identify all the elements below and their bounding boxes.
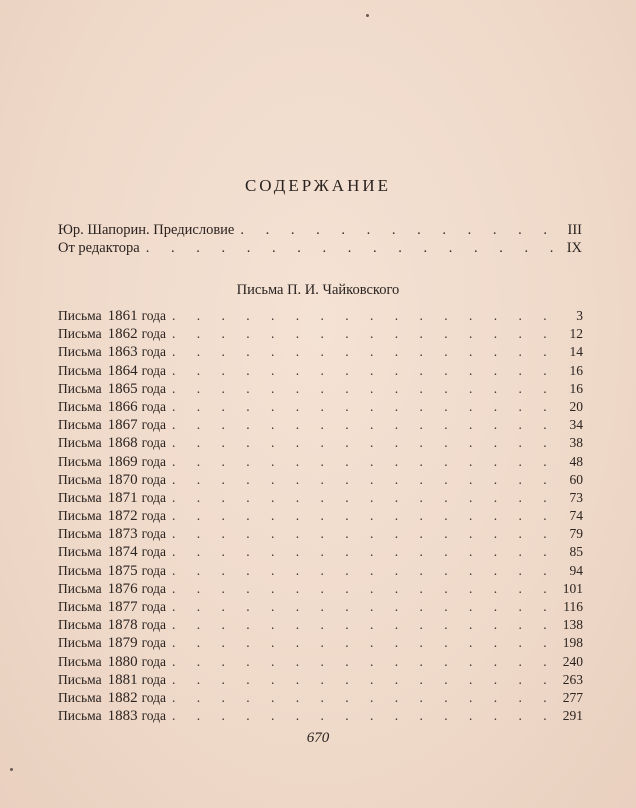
entry-prefix: Письма	[58, 708, 102, 724]
letters-list	[58, 308, 583, 726]
entry-label	[58, 708, 166, 725]
entry-year: 1868	[107, 435, 138, 452]
toc-entry	[58, 654, 583, 672]
entry-page: 85	[569, 544, 583, 560]
entry-page: 16	[569, 380, 583, 396]
dot-leader	[172, 635, 555, 651]
entry-label	[58, 544, 166, 561]
entry-page: 3	[576, 308, 583, 323]
entry-label	[58, 326, 166, 343]
entry-year: 1862	[107, 326, 138, 343]
dot-leader	[172, 399, 555, 415]
dot-leader	[172, 490, 555, 506]
entry-suffix: года	[141, 544, 167, 560]
entry-year: 1864	[107, 362, 138, 379]
toc-entry	[58, 472, 583, 490]
entry-page: III	[567, 222, 582, 238]
dot-leader	[172, 435, 555, 451]
entry-page: 240	[562, 653, 583, 669]
entry-prefix: Письма	[58, 453, 102, 469]
dot-leader	[172, 599, 555, 615]
entry-year: 1880	[107, 653, 138, 670]
entry-year: 1869	[107, 453, 138, 470]
ink-speck	[10, 768, 13, 771]
entry-label	[58, 308, 166, 325]
entry-prefix: Письма	[58, 398, 102, 414]
entry-prefix: Письма	[58, 380, 102, 396]
entry-prefix: Письма	[58, 471, 102, 487]
entry-suffix: года	[141, 344, 167, 360]
entry-year: 1877	[107, 599, 138, 615]
entry-suffix: года	[141, 471, 167, 487]
entry-prefix: Письма	[58, 689, 102, 705]
entry-year: 1878	[107, 617, 138, 634]
entry-year: 1865	[107, 380, 138, 397]
dot-leader	[172, 344, 555, 360]
entry-page: 94	[569, 562, 583, 578]
entry-page: 263	[562, 671, 583, 687]
entry-suffix: года	[141, 398, 167, 414]
toc-entry	[58, 417, 583, 435]
dot-leader	[240, 222, 554, 239]
entry-year: 1867	[107, 417, 138, 434]
entry-prefix: Письма	[58, 326, 102, 342]
entry-suffix: года	[141, 562, 167, 578]
entry-suffix: года	[141, 580, 167, 596]
entry-year: 1875	[107, 562, 138, 579]
front-matter-entry	[58, 240, 582, 257]
entry-year: 1871	[107, 489, 138, 506]
entry-page: 116	[563, 599, 583, 614]
entry-label	[58, 490, 166, 507]
dot-leader	[172, 381, 555, 397]
entry-year: 1876	[107, 580, 138, 597]
entry-year: 1866	[107, 398, 138, 415]
entry-suffix: года	[141, 308, 167, 323]
toc-entry	[58, 708, 583, 726]
toc-entry	[58, 617, 583, 635]
entry-label	[58, 399, 166, 416]
entry-suffix: года	[141, 599, 167, 614]
entry-page: 291	[562, 708, 583, 724]
entry-year: 1863	[107, 344, 138, 361]
entry-label	[58, 435, 166, 452]
toc-entry	[58, 326, 583, 344]
dot-leader	[172, 563, 555, 579]
entry-prefix: Письма	[58, 489, 102, 505]
contents-heading: СОДЕРЖАНИЕ	[244, 176, 392, 195]
entry-suffix: года	[141, 380, 167, 396]
entry-page: 138	[562, 617, 583, 633]
entry-prefix: Письма	[58, 653, 102, 669]
entry-page: 79	[569, 526, 583, 542]
toc-entry	[58, 363, 583, 381]
entry-page: 16	[569, 362, 583, 378]
dot-leader	[172, 417, 555, 433]
entry-suffix: года	[141, 489, 167, 505]
toc-entry	[58, 381, 583, 399]
entry-label	[58, 654, 166, 671]
entry-page: 48	[569, 453, 583, 469]
entry-page: 20	[569, 398, 583, 414]
entry-label	[58, 344, 166, 361]
entry-year: 1882	[107, 689, 138, 706]
entry-prefix: Письма	[58, 308, 102, 323]
entry-suffix: года	[141, 689, 167, 705]
entry-page: 14	[569, 344, 583, 360]
dot-leader	[172, 617, 555, 633]
entry-suffix: года	[141, 671, 167, 687]
entry-label	[58, 599, 166, 616]
dot-leader	[172, 654, 555, 670]
dot-leader	[172, 363, 555, 379]
entry-title: От редактора	[58, 240, 140, 256]
dot-leader	[172, 326, 555, 342]
entry-page: 74	[569, 508, 583, 524]
entry-label	[58, 526, 166, 543]
toc-entry	[58, 635, 583, 653]
ink-speck	[366, 14, 369, 17]
dot-leader	[172, 708, 555, 724]
entry-page: 73	[569, 489, 583, 505]
entry-suffix: года	[141, 653, 167, 669]
dot-leader	[172, 526, 555, 542]
section-heading: Письма П. И. Чайковского	[236, 282, 400, 298]
toc-entry	[58, 399, 583, 417]
dot-leader	[172, 472, 555, 488]
entry-suffix: года	[141, 326, 167, 342]
entry-suffix: года	[141, 435, 167, 451]
dot-leader	[172, 544, 555, 560]
toc-entry	[58, 526, 583, 544]
entry-prefix: Письма	[58, 599, 102, 614]
front-matter-entry	[58, 222, 582, 239]
entry-year: 1879	[107, 635, 138, 652]
entry-prefix: Письма	[58, 362, 102, 378]
entry-prefix: Письма	[58, 526, 102, 542]
toc-entry	[58, 344, 583, 362]
toc-entry	[58, 435, 583, 453]
entry-suffix: года	[141, 362, 167, 378]
entry-prefix: Письма	[58, 344, 102, 360]
entry-title: Юр. Шапорин. Предисловие	[58, 222, 235, 238]
toc-entry	[58, 599, 583, 617]
entry-label	[58, 417, 166, 434]
entry-year: 1883	[107, 708, 138, 725]
entry-year: 1861	[107, 308, 138, 324]
toc-entry	[58, 544, 583, 562]
entry-prefix: Письма	[58, 544, 102, 560]
entry-label	[58, 672, 166, 689]
dot-leader	[172, 454, 555, 470]
entry-prefix: Письма	[58, 417, 102, 433]
entry-page: 101	[562, 580, 583, 596]
entry-year: 1881	[107, 671, 138, 688]
toc-entry	[58, 454, 583, 472]
entry-suffix: года	[141, 708, 167, 724]
entry-page: 60	[569, 471, 583, 487]
entry-label	[58, 363, 166, 380]
entry-suffix: года	[141, 417, 167, 433]
dot-leader	[172, 672, 555, 688]
toc-entry	[58, 308, 583, 326]
toc-entry	[58, 690, 583, 708]
toc-entry	[58, 563, 583, 581]
entry-label	[58, 690, 166, 707]
entry-year: 1870	[107, 471, 138, 488]
entry-label	[58, 472, 166, 489]
dot-leader	[172, 508, 555, 524]
entry-prefix: Письма	[58, 617, 102, 633]
entry-label	[58, 454, 166, 471]
entry-prefix: Письма	[58, 635, 102, 651]
entry-suffix: года	[141, 526, 167, 542]
toc-entry	[58, 581, 583, 599]
entry-suffix: года	[141, 508, 167, 524]
entry-label	[58, 508, 166, 525]
dot-leader	[172, 308, 555, 324]
entry-label	[58, 563, 166, 580]
entry-page: 12	[569, 326, 583, 342]
entry-label	[58, 381, 166, 398]
entry-year: 1874	[107, 544, 138, 561]
dot-leader	[172, 581, 555, 597]
entry-page: 198	[562, 635, 583, 651]
dot-leader	[172, 690, 555, 706]
entry-year: 1873	[107, 526, 138, 543]
toc-entry	[58, 672, 583, 690]
entry-label	[58, 617, 166, 634]
entry-prefix: Письма	[58, 580, 102, 596]
entry-page: 34	[569, 417, 583, 433]
entry-page: 277	[562, 689, 583, 705]
entry-page: 38	[569, 435, 583, 451]
entry-page: IX	[566, 240, 582, 256]
entry-suffix: года	[141, 453, 167, 469]
dot-leader	[146, 240, 554, 257]
entry-prefix: Письма	[58, 508, 102, 524]
entry-label	[58, 581, 166, 598]
entry-suffix: года	[141, 617, 167, 633]
entry-prefix: Письма	[58, 435, 102, 451]
toc-entry	[58, 490, 583, 508]
entry-year: 1872	[107, 508, 138, 525]
page-number: 670	[306, 730, 330, 746]
toc-entry	[58, 508, 583, 526]
entry-suffix: года	[141, 635, 167, 651]
entry-label	[58, 635, 166, 652]
entry-prefix: Письма	[58, 562, 102, 578]
entry-prefix: Письма	[58, 671, 102, 687]
